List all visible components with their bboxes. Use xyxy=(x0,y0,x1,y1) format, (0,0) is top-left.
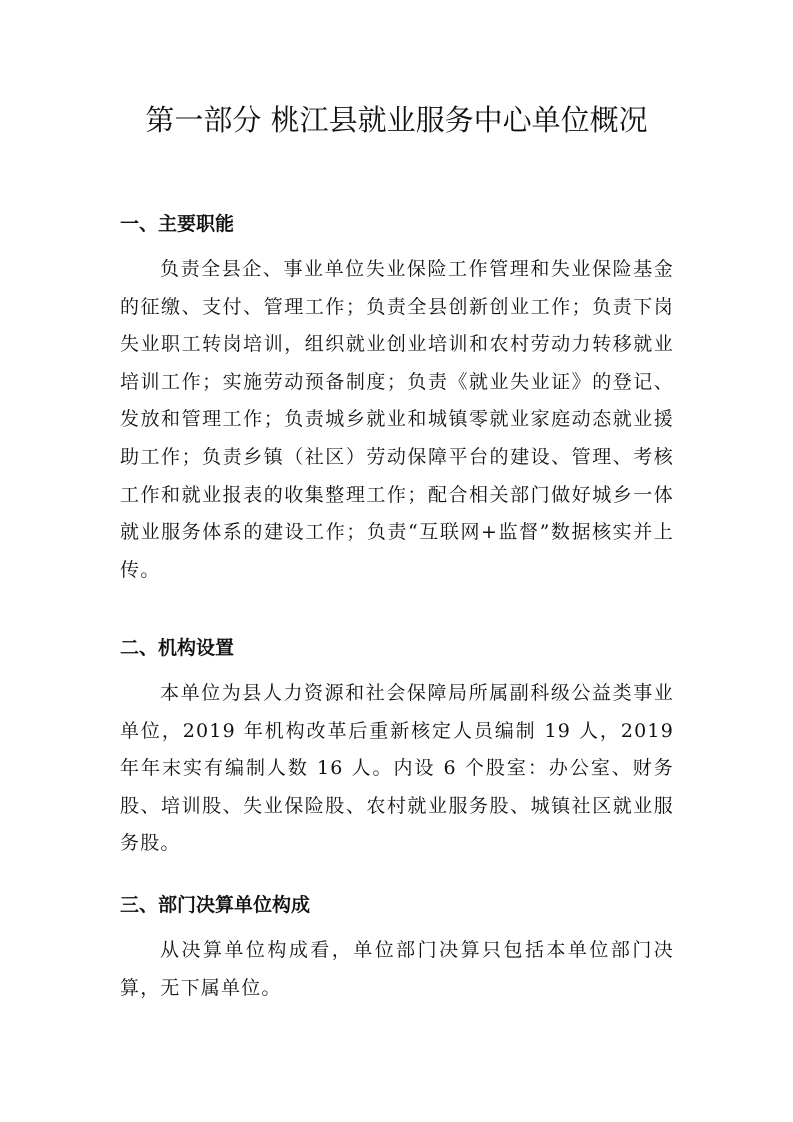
section-heading-main-functions: 一、主要职能 xyxy=(120,213,235,235)
section-heading-organization: 二、机构设置 xyxy=(120,637,235,659)
section-body-budget-units: 从决算单位构成看，单位部门决算只包括本单位部门决算，无下属单位。 xyxy=(120,939,674,999)
page-title: 第一部分 桃江县就业服务中心单位概况 xyxy=(145,103,648,137)
section-body-organization: 本单位为县人力资源和社会保障局所属副科级公益类事业单位，2019 年机构改革后重新核定人员编制 19 人，2019 年年末实有编制人数 16 人。内设 6 个股室：办公室、财务股、培训股、失业保险股、农村就业服务股、城镇社区就业服务股。 xyxy=(120,682,674,855)
section-heading-budget-units: 三、部门决算单位构成 xyxy=(120,894,311,916)
section-body-main-functions: 负责全县企、事业单位失业保险工作管理和失业保险基金的征缴、支付、管理工作；负责全县创新创业工作；负责下岗失业职工转岗培训，组织就业创业培训和农村劳动力转移就业培训工作；实施劳动预备制度；负责《就业失业证》的登记、发放和管理工作；负责城乡就业和城镇零就业家庭动态就业援助工作；负责乡镇（社区）劳动保障平台的建设、管理、考核工作和就业报表的收集整理工作；配合相关部门做好城乡一体就业服务体系的建设工作；负责“互联网+监督”数据核实并上传。 xyxy=(120,258,674,581)
